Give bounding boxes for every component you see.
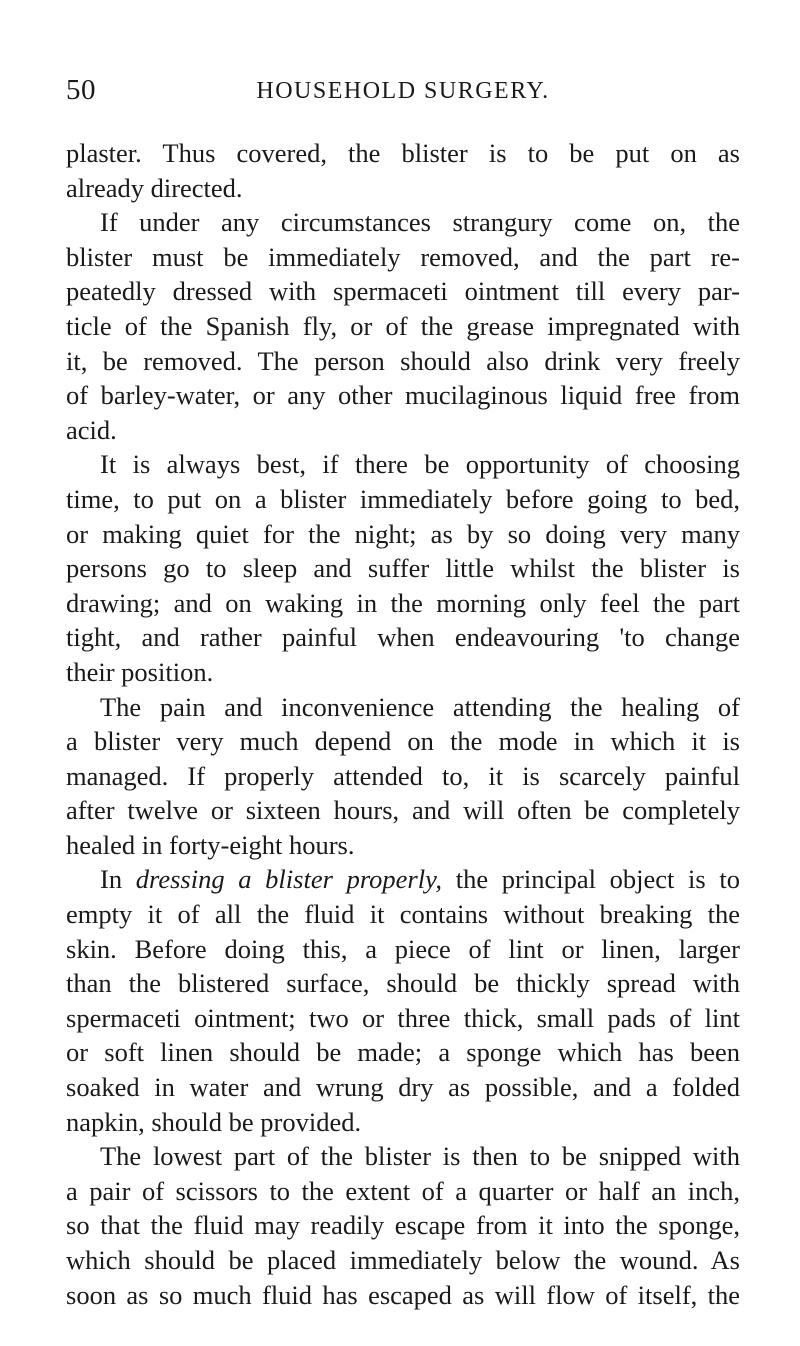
text-line: plaster. Thus covered, the blister is to be put on as (66, 138, 740, 168)
paragraph-start-line (66, 862, 740, 897)
text-line: blister must be immediately removed, and the part re- (66, 241, 740, 272)
paragraph-start-line: The lowest part of the blister is then to be snipped with (100, 1141, 740, 1172)
body-text (66, 136, 740, 1312)
text-line: soaked in water and wrung dry as possible, and a folded (66, 1072, 740, 1103)
text-line: healed in forty-eight hours. (66, 829, 355, 860)
line-remainder: the principal object is to (455, 864, 741, 895)
text-line: their position. (66, 656, 214, 687)
text-line: than the blistered surface, should be thickly spread with (66, 968, 740, 999)
text-line: peatedly dressed with spermaceti ointment till every par- (66, 276, 740, 307)
text-line: or soft linen should be made; a sponge which has been (66, 1037, 740, 1068)
paragraph-start-line: It is always best, if there be opportunity of choosing (100, 449, 740, 480)
text-line: time, to put on a blister immediately before going to bed, (66, 483, 740, 514)
text-line: acid. (66, 414, 117, 445)
text-line: ticle of the Spanish fly, or of the grease impregnated with (66, 310, 740, 341)
text-line: after twelve or sixteen hours, and will often be completely (66, 795, 740, 826)
text-line: which should be placed immediately below the wound. As (66, 1245, 740, 1275)
page-number: 50 (66, 74, 96, 106)
text-line: empty it of all the fluid it contains without breaking the (66, 899, 740, 930)
text-line: skin. Before doing this, a piece of lint or linen, larger (66, 933, 740, 964)
paragraph-start-line: If under any circumstances strangury come on, the (100, 207, 740, 238)
paragraph-start-line: The pain and inconvenience attending the healing of (100, 691, 740, 722)
page-header (66, 74, 740, 110)
text-line: a blister very much depend on the mode in which it is (66, 726, 740, 757)
text-line: spermaceti ointment; two or three thick, small pads of lint (66, 1002, 740, 1033)
text-line: drawing; and on waking in the morning only feel the part (66, 587, 740, 618)
text-line: napkin, should be provided. (66, 1106, 362, 1137)
italic-phrase: dressing a blister properly, (135, 864, 443, 895)
text-line: already directed. (66, 172, 243, 203)
text-line: soon as so much fluid has escaped as will flow of itself, the (66, 1279, 740, 1310)
running-head: HOUSEHOLD SURGERY. (256, 78, 550, 104)
text-line: persons go to sleep and suffer little whilst the blister is (66, 553, 740, 584)
text-line: a pair of scissors to the extent of a quarter or half an inch, (66, 1175, 740, 1206)
text-line: it, be removed. The person should also drink very freely (66, 345, 740, 376)
text-line: tight, and rather painful when endeavouring 'to change (66, 622, 740, 653)
line-prefix: In (100, 864, 136, 895)
text-line: or making quiet for the night; as by so doing very many (66, 518, 740, 549)
text-line: of barley-water, or any other mucilaginous liquid free from (66, 380, 740, 411)
text-line: managed. If properly attended to, it is scarcely painful (66, 760, 740, 791)
text-line: so that the fluid may readily escape from it into the sponge, (66, 1210, 740, 1241)
